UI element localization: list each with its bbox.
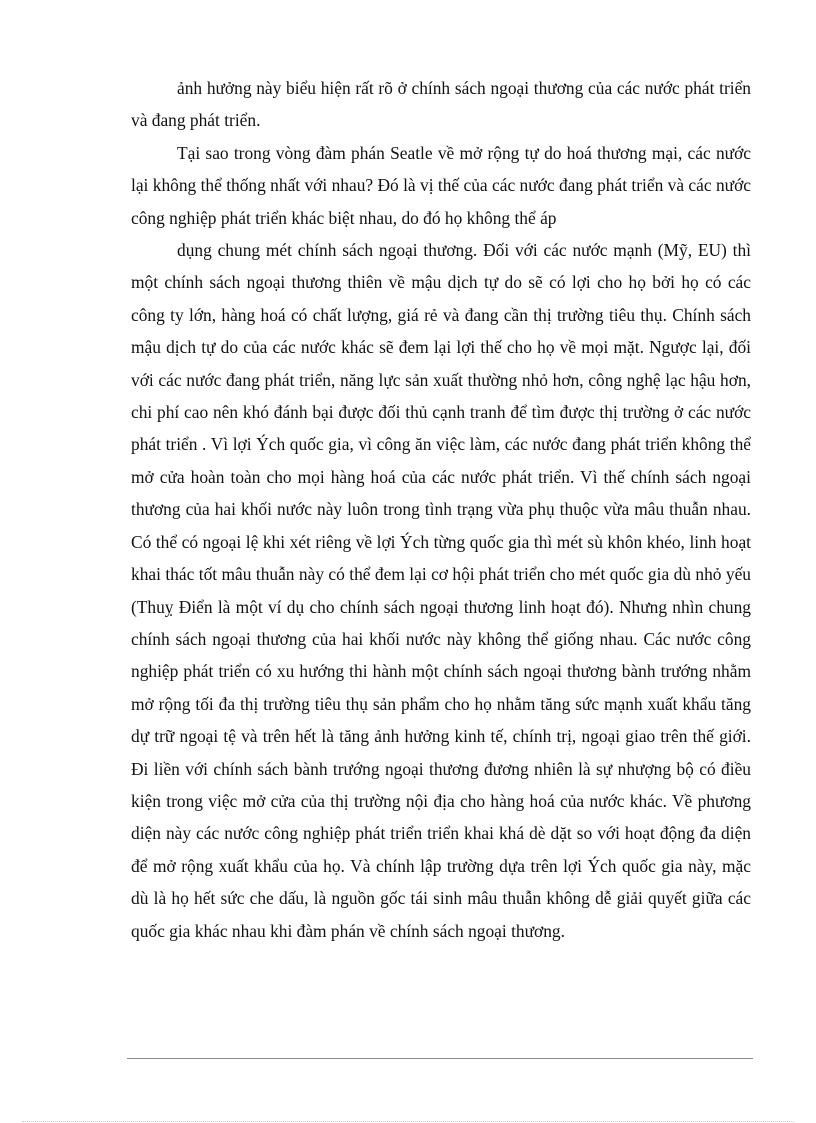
paragraph-seattle-question: Tại sao trong vòng đàm phán Seatle về mở rộng tự do hoá thương mại, các nước lại không thể thống nhất với nhau? Đó là vị thế của các nước đang phát triển và các nước công nghiệp phát triển khác biệt nhau, do đó họ không thể áp bbox=[131, 142, 751, 228]
footer-divider bbox=[127, 1058, 753, 1059]
paragraph-trade-policy: dụng chung mét chính sách ngoại thương. Đối với các nước mạnh (Mỹ, EU) thì một chính sách ngoại thương thiên về mậu dịch tự do sẽ có lợi cho họ bởi họ có các công ty lớn, hàng hoá có chất lượng, giá rẻ và đang cần thị trường tiêu thụ. Chính sách mậu dịch tự do của các nước khác sẽ đem lại lợi thế cho họ về mọi mặt. Ngược lại, đối với các nước đang phát triển, năng lực sản xuất thường nhỏ hơn, công nghệ lạc hậu hơn, chi phí cao nên khó đánh bại được đối thủ cạnh tranh để tìm được thị trường ở các nước phát triển . Vì lợi Ých quốc gia, vì công ăn việc làm, các nước đang phát triển không thể mở cửa hoàn toàn cho mọi hàng hoá của các nước phát triển. Vì thế chính sách ngoại thương của hai khối nước này luôn trong tình trạng vừa phụ thuộc vừa mâu thuẫn nhau. Có thể có ngoại lệ khi xét riêng về lợi Ých từng quốc gia thì mét sù khôn khéo, linh hoạt khai thác tốt mâu thuẫn này có thể đem lại cơ hội phát triển cho mét quốc gia dù nhỏ yếu (Thuỵ Điển là một ví dụ cho chính sách ngoại thương linh hoạt đó). Nhưng nhìn chung chính sách ngoại thương của hai khối nước này không thể giống nhau. Các nước công nghiệp phát triển có xu hướng thi hành một chính sách ngoại thương bành trướng nhằm mở rộng tối đa thị trường tiêu thụ sản phẩm cho họ nhằm tăng sức mạnh xuất khẩu tăng dự trữ ngoại tệ và trên hết là tăng ảnh hưởng kinh tế, chính trị, ngoại giao trên thế giới. Đi liền với chính sách bành trướng ngoại thương đương nhiên là sự nhượng bộ có điều kiện trong việc mở cửa của thị trường nội địa cho hàng hoá của nước khác. Về phương diện này các nước công nghiệp phát triển triển khai khá dè dặt so với hoạt động đa diện để mở rộng xuất khẩu của họ. Và chính lập trường dựa trên lợi Ých quốc gia này, mặc dù là họ hết sức che dấu, là nguồn gốc tái sinh mâu thuẫn không dễ giải quyết giữa các quốc gia khác nhau khi đàm phán về chính sách ngoại thương. bbox=[131, 240, 751, 941]
paragraph-continuation: ảnh hưởng này biểu hiện rất rõ ở chính sách ngoại thương của các nước phát triển và đang phát triển. bbox=[131, 78, 751, 131]
page-bottom-edge bbox=[22, 1121, 794, 1122]
document-body bbox=[131, 72, 751, 947]
